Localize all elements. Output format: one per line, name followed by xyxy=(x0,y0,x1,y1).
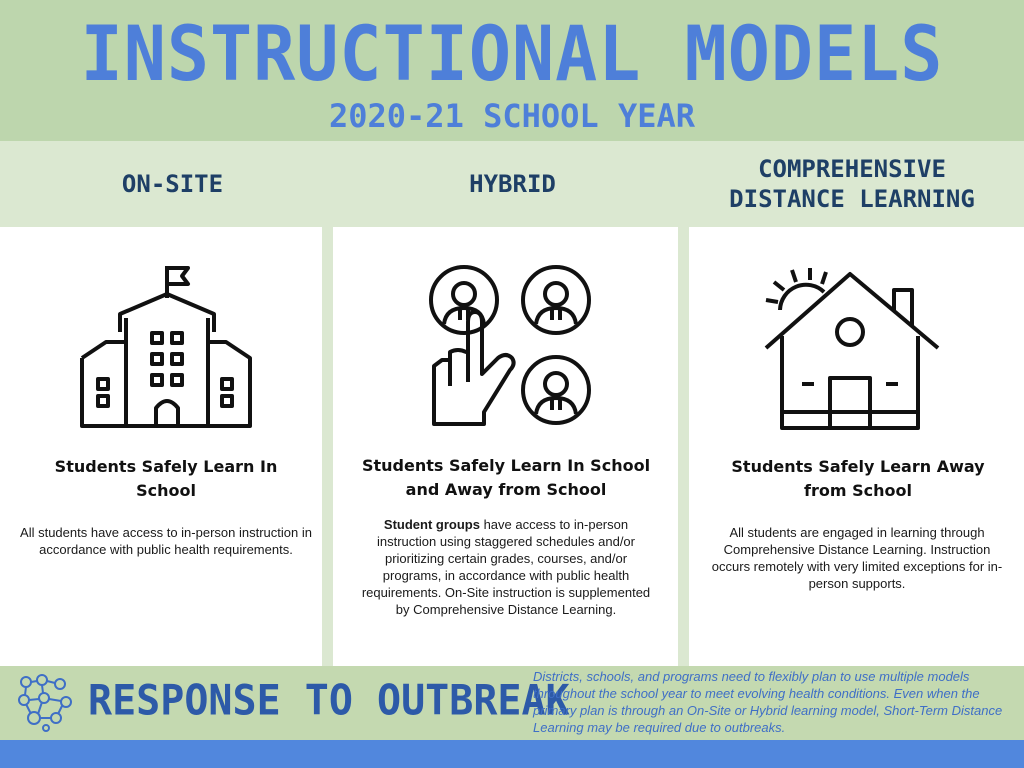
house-with-sun-icon xyxy=(762,266,942,432)
column-label-distance: COMPREHENSIVE DISTANCE LEARNING xyxy=(729,155,975,213)
network-virus-icon xyxy=(18,674,74,732)
column-label-hybrid: HYBRID xyxy=(469,170,556,198)
column-divider xyxy=(322,227,333,666)
outbreak-title: RESPONSE TO OUTBREAK xyxy=(88,676,570,726)
distance-description: All students are engaged in learning through Comprehensive Distance Learning. Instruction occurs remotely with very limited exceptions for in-person supports. xyxy=(711,525,1003,591)
hybrid-description-text: have access to in-person instruction using staggered schedules and/or prioritizing certain grades, courses, and/or programs, in accordance with public health requirements. On-Site instruction is supplemented by Comprehensive Distance Learning. xyxy=(361,517,651,617)
on-site-description: All students have access to in-person instruction in accordance with public health requirements. xyxy=(20,525,312,557)
hybrid-heading: Students Safely Learn In School and Away from School xyxy=(361,456,651,499)
distance-heading: Students Safely Learn Away from School xyxy=(731,457,985,500)
column-label-on-site: ON-SITE xyxy=(121,170,224,198)
outbreak-note: Districts, schools, and programs need to flexibly plan to use multiple models throughout the school year to meet evolving health conditions. Even when the primary plan is through an On-Site or Hybrid learning model, Short-Term Distance Learning may be required due to outbreaks. xyxy=(533,669,1003,735)
hybrid-description xyxy=(357,516,655,618)
page-subtitle: 2020-21 SCHOOL YEAR xyxy=(328,97,696,135)
school-building-icon xyxy=(78,262,254,430)
column-divider xyxy=(678,227,689,666)
on-site-heading: Students Safely Learn In School xyxy=(54,457,278,500)
footer-strip xyxy=(0,740,1024,768)
page-title: INSTRUCTIONAL MODELS xyxy=(80,9,944,99)
hybrid-description-emphasis: Student groups xyxy=(383,517,480,532)
hand-selecting-people-icon xyxy=(428,262,596,428)
